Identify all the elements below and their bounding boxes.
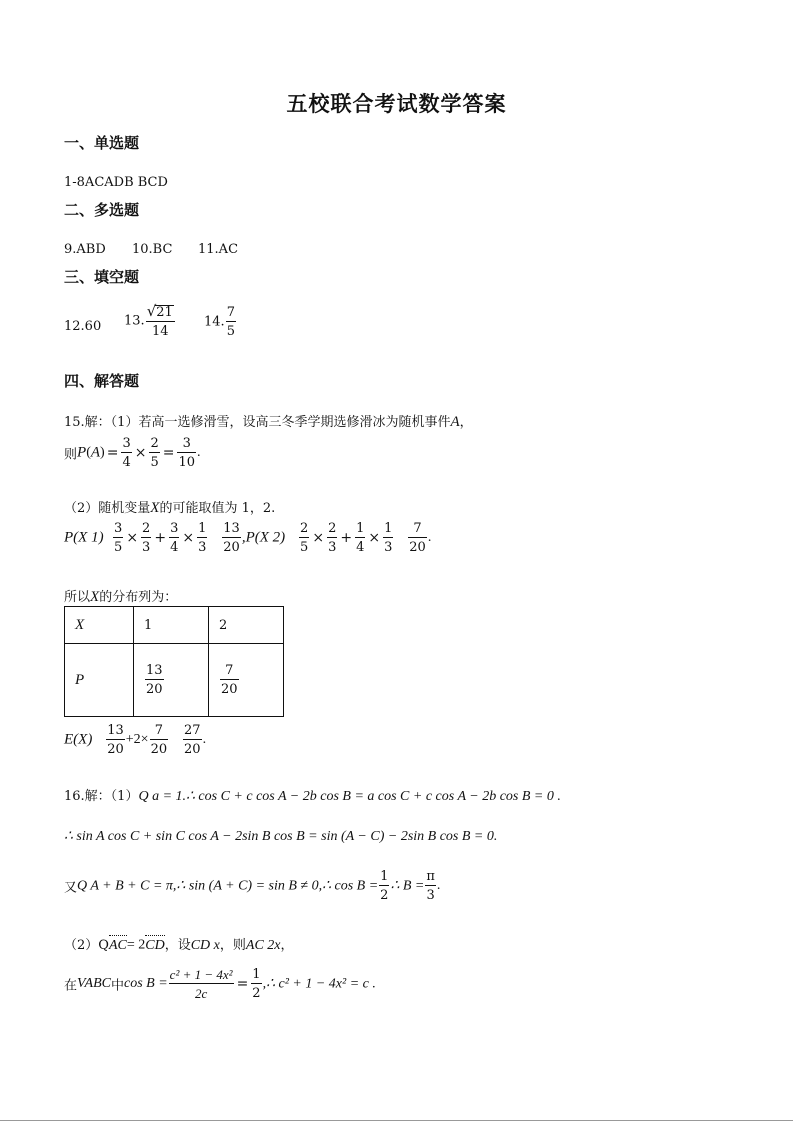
fraction-denominator: 20 — [221, 682, 238, 697]
equals-sign: = — [162, 445, 175, 461]
fraction — [106, 724, 125, 756]
q15-dist-intro-text: 所以 — [64, 590, 91, 605]
fraction — [355, 522, 365, 554]
table-cell — [65, 607, 134, 644]
fraction-numerator: 7 — [150, 724, 169, 740]
q16-cosb: cos B = — [124, 976, 168, 991]
fraction-denominator: 2 — [252, 986, 261, 1001]
period: . — [197, 445, 201, 460]
fraction — [425, 870, 436, 902]
q15-line2-prefix: 则 — [64, 447, 78, 463]
fraction-denominator: 20 — [184, 742, 201, 757]
fraction-numerator: 1 — [356, 521, 365, 536]
fraction-numerator: 1 — [384, 521, 393, 536]
q16-line3 — [64, 870, 440, 902]
fraction-denominator: 4 — [170, 540, 179, 555]
fraction — [150, 724, 169, 756]
fraction-denominator: 5 — [226, 324, 235, 339]
fraction — [141, 522, 151, 554]
q16-vec-cd: CD — [145, 938, 165, 953]
fraction-denominator: 20 — [223, 540, 240, 555]
fraction-denominator: 14 — [151, 324, 169, 339]
fraction-numerator: 3 — [170, 521, 179, 536]
fraction — [379, 870, 389, 902]
q15-ex-mid: +2× — [125, 732, 149, 747]
fraction-denominator: 5 — [300, 540, 309, 555]
q15-var-symbol: X — [150, 500, 160, 516]
fraction-numerator: 27 — [184, 723, 201, 738]
q16-line1-prefix: 16.解：（1） — [64, 789, 139, 804]
q15-line1-end: ， — [459, 415, 473, 430]
q15-pa-symbol: P — [77, 444, 87, 461]
table-row — [65, 607, 284, 644]
spacer — [287, 530, 296, 546]
multi-choice-answer-11: 11.AC — [198, 242, 239, 257]
spacer — [94, 732, 103, 748]
spacer — [106, 530, 110, 546]
table-header-var: X — [75, 616, 85, 633]
table-cell — [134, 607, 209, 644]
table-cell — [209, 644, 284, 717]
period: . — [427, 530, 432, 545]
q16-line4-a: ，设 — [164, 938, 191, 953]
times-sign: × — [312, 530, 325, 546]
fraction-numerator — [146, 304, 175, 322]
q16-line4-b: ，则 — [219, 938, 246, 953]
plus-sign: + — [340, 530, 353, 546]
table-cell — [134, 644, 209, 717]
q16-line5-prefix: 在 — [64, 978, 78, 994]
q15-dist-var: X — [90, 589, 100, 605]
fill-answer-13-fraction — [146, 304, 175, 338]
section-heading-fill-blank: 三、填空题 — [64, 268, 140, 286]
fraction-denominator: 3 — [328, 540, 337, 555]
fraction-denominator: 10 — [178, 455, 196, 470]
fraction — [383, 522, 393, 554]
q15-line1-text: 15.解：（1）若高一选修滑雪，设高三冬季学期选修滑冰为随机事件 — [64, 415, 451, 430]
q16-line4-ac: AC 2x — [245, 938, 281, 953]
distribution-table — [64, 606, 284, 717]
q15-event-symbol: A — [450, 414, 460, 430]
equals-sign: = — [236, 976, 249, 992]
q15-expectation — [64, 724, 206, 756]
fraction-numerator: 3 — [114, 521, 123, 536]
fraction-numerator: π — [426, 869, 435, 884]
fraction-numerator: 3 — [122, 436, 131, 451]
times-sign: × — [134, 445, 147, 461]
fraction-numerator: 7 — [408, 522, 427, 538]
table-row — [65, 644, 284, 717]
table-value-1: 1 — [144, 617, 153, 633]
fraction-numerator: 1 — [380, 869, 389, 884]
q16-line3-math: Q A + B + C = π,∴ sin (A + C) = sin B ≠ 0,∴ cos B = — [77, 878, 379, 894]
fraction-denominator: 4 — [356, 540, 365, 555]
q15-dist-intro — [64, 586, 177, 606]
sqrt-radicand: 21 — [156, 305, 173, 320]
period: . — [202, 732, 207, 747]
fraction-numerator: 2 — [142, 521, 151, 536]
fill-answer-14-fraction — [226, 306, 236, 338]
fill-answer-14-label: 14. — [204, 314, 225, 330]
fraction-denominator: 3 — [426, 888, 435, 903]
fraction — [177, 437, 196, 469]
q15-p2-lhs: ,P(X 2) — [241, 529, 286, 546]
table-prob-2 — [220, 664, 239, 696]
fraction-denominator: 20 — [107, 742, 124, 757]
fraction — [113, 522, 123, 554]
equals-sign: = — [106, 445, 119, 461]
q15-paren-open: ( — [86, 445, 91, 460]
table-cell — [65, 644, 134, 717]
multi-choice-answer-10: 10.BC — [132, 242, 173, 257]
table-header-p: P — [75, 671, 85, 688]
fraction — [183, 724, 202, 756]
spacer — [396, 530, 405, 546]
q16-line5 — [64, 968, 376, 1000]
section-heading-multi-choice: 二、多选题 — [64, 201, 140, 219]
q15-p1-lhs: P(X 1) — [64, 529, 104, 546]
times-sign: × — [126, 530, 139, 546]
fraction — [169, 522, 179, 554]
q15-paren-close: ) — [100, 445, 105, 460]
fraction-denominator: 3 — [142, 540, 151, 555]
q15-pa-arg: A — [90, 444, 101, 461]
q15-part2 — [64, 497, 275, 517]
q16-line3-prefix: 又 — [64, 880, 78, 896]
q15-probability-a — [64, 437, 201, 469]
q16-line4 — [64, 934, 294, 954]
fraction-denominator: 2 — [380, 888, 389, 903]
fraction-denominator: 20 — [146, 682, 163, 697]
fraction — [222, 522, 241, 554]
fraction-numerator: 7 — [226, 305, 235, 320]
q16-line5-end: ,∴ c² + 1 − 4x² = c . — [262, 976, 376, 992]
q15-probabilities — [64, 522, 431, 554]
fraction — [251, 968, 261, 1000]
q16-line4-mid: = 2 — [126, 937, 146, 953]
times-sign: × — [368, 530, 381, 546]
spacer — [210, 530, 219, 546]
fraction — [169, 968, 234, 1000]
fraction — [121, 437, 131, 469]
q15-part2-text: （2）随机变量 — [64, 501, 151, 516]
fraction-numerator: 13 — [107, 723, 124, 738]
section-heading-single-choice: 一、单选题 — [64, 134, 140, 152]
fraction-numerator: 1 — [252, 967, 261, 982]
fraction-denominator: 2c — [194, 986, 208, 1001]
fraction-denominator: 20 — [409, 540, 426, 555]
fraction-numerator: 2 — [300, 521, 309, 536]
q16-vec-ac: AC — [108, 938, 127, 953]
fraction-numerator: 2 — [150, 436, 159, 451]
spacer — [171, 732, 180, 748]
table-cell — [209, 607, 284, 644]
fill-answer-12: 12.60 — [64, 319, 102, 334]
fraction-numerator: 3 — [177, 437, 196, 453]
page-title: 五校联合考试数学答案 — [286, 91, 507, 116]
q16-line4-cd: CD x — [190, 938, 220, 953]
q15-part2-end: 的可能取值为 1，2. — [159, 501, 276, 516]
multi-choice-answer-9: 9.ABD — [64, 242, 106, 257]
fraction-denominator: 4 — [122, 455, 131, 470]
fraction-numerator: 13 — [223, 521, 240, 536]
fraction — [408, 522, 427, 554]
fill-answer-13 — [124, 304, 176, 338]
q16-line3-mid: ∴ B = — [390, 878, 425, 894]
q16-line2 — [64, 828, 497, 845]
q16-line4-prefix: （2）Q — [64, 938, 109, 953]
fraction-denominator: 20 — [150, 742, 168, 757]
fraction — [149, 437, 159, 469]
fraction-denominator: 5 — [114, 540, 123, 555]
fraction-numerator: 7 — [220, 664, 239, 680]
page-bottom-divider — [0, 1120, 793, 1121]
q16-line1 — [64, 785, 561, 805]
fraction-numerator: 1 — [198, 521, 207, 536]
single-choice-answers: 1-8ACADB BCD — [64, 175, 168, 190]
q16-line1-math: Q a = 1.∴ cos C + c cos A − 2b cos B = a cos C + c cos A − 2b cos B = 0 . — [138, 789, 561, 804]
q16-line4-end: ， — [280, 938, 294, 953]
times-sign: × — [182, 530, 195, 546]
sqrt-sign: √ — [146, 302, 157, 320]
q16-triangle: VABC — [77, 976, 111, 991]
fill-answer-14 — [204, 306, 237, 338]
q15-dist-intro-end: 的分布列为： — [99, 590, 178, 605]
fraction-denominator: 3 — [384, 540, 393, 555]
table-value-2: 2 — [219, 617, 228, 633]
table-prob-1 — [145, 664, 164, 696]
section-heading-solutions: 四、解答题 — [64, 372, 140, 390]
plus-sign: + — [154, 530, 167, 546]
fraction — [299, 522, 309, 554]
fraction-numerator: 13 — [146, 663, 163, 678]
fill-answer-13-label: 13. — [124, 313, 145, 329]
q16-line5-mid: 中 — [110, 978, 124, 994]
q16-line3-end: . — [436, 878, 441, 893]
fraction — [327, 522, 337, 554]
q15-ex-lhs: E(X) — [64, 731, 93, 748]
fraction-numerator: 2 — [328, 521, 337, 536]
fraction-denominator: 3 — [198, 540, 207, 555]
fraction — [197, 522, 207, 554]
fraction-numerator: c² + 1 − 4x² — [169, 967, 233, 982]
q16-line2-math: ∴ sin A cos C + sin C cos A − 2sin B cos B = sin (A − C) − 2sin B cos B = 0. — [64, 829, 498, 844]
fraction-denominator: 5 — [150, 455, 159, 470]
q15-line1 — [64, 411, 473, 431]
